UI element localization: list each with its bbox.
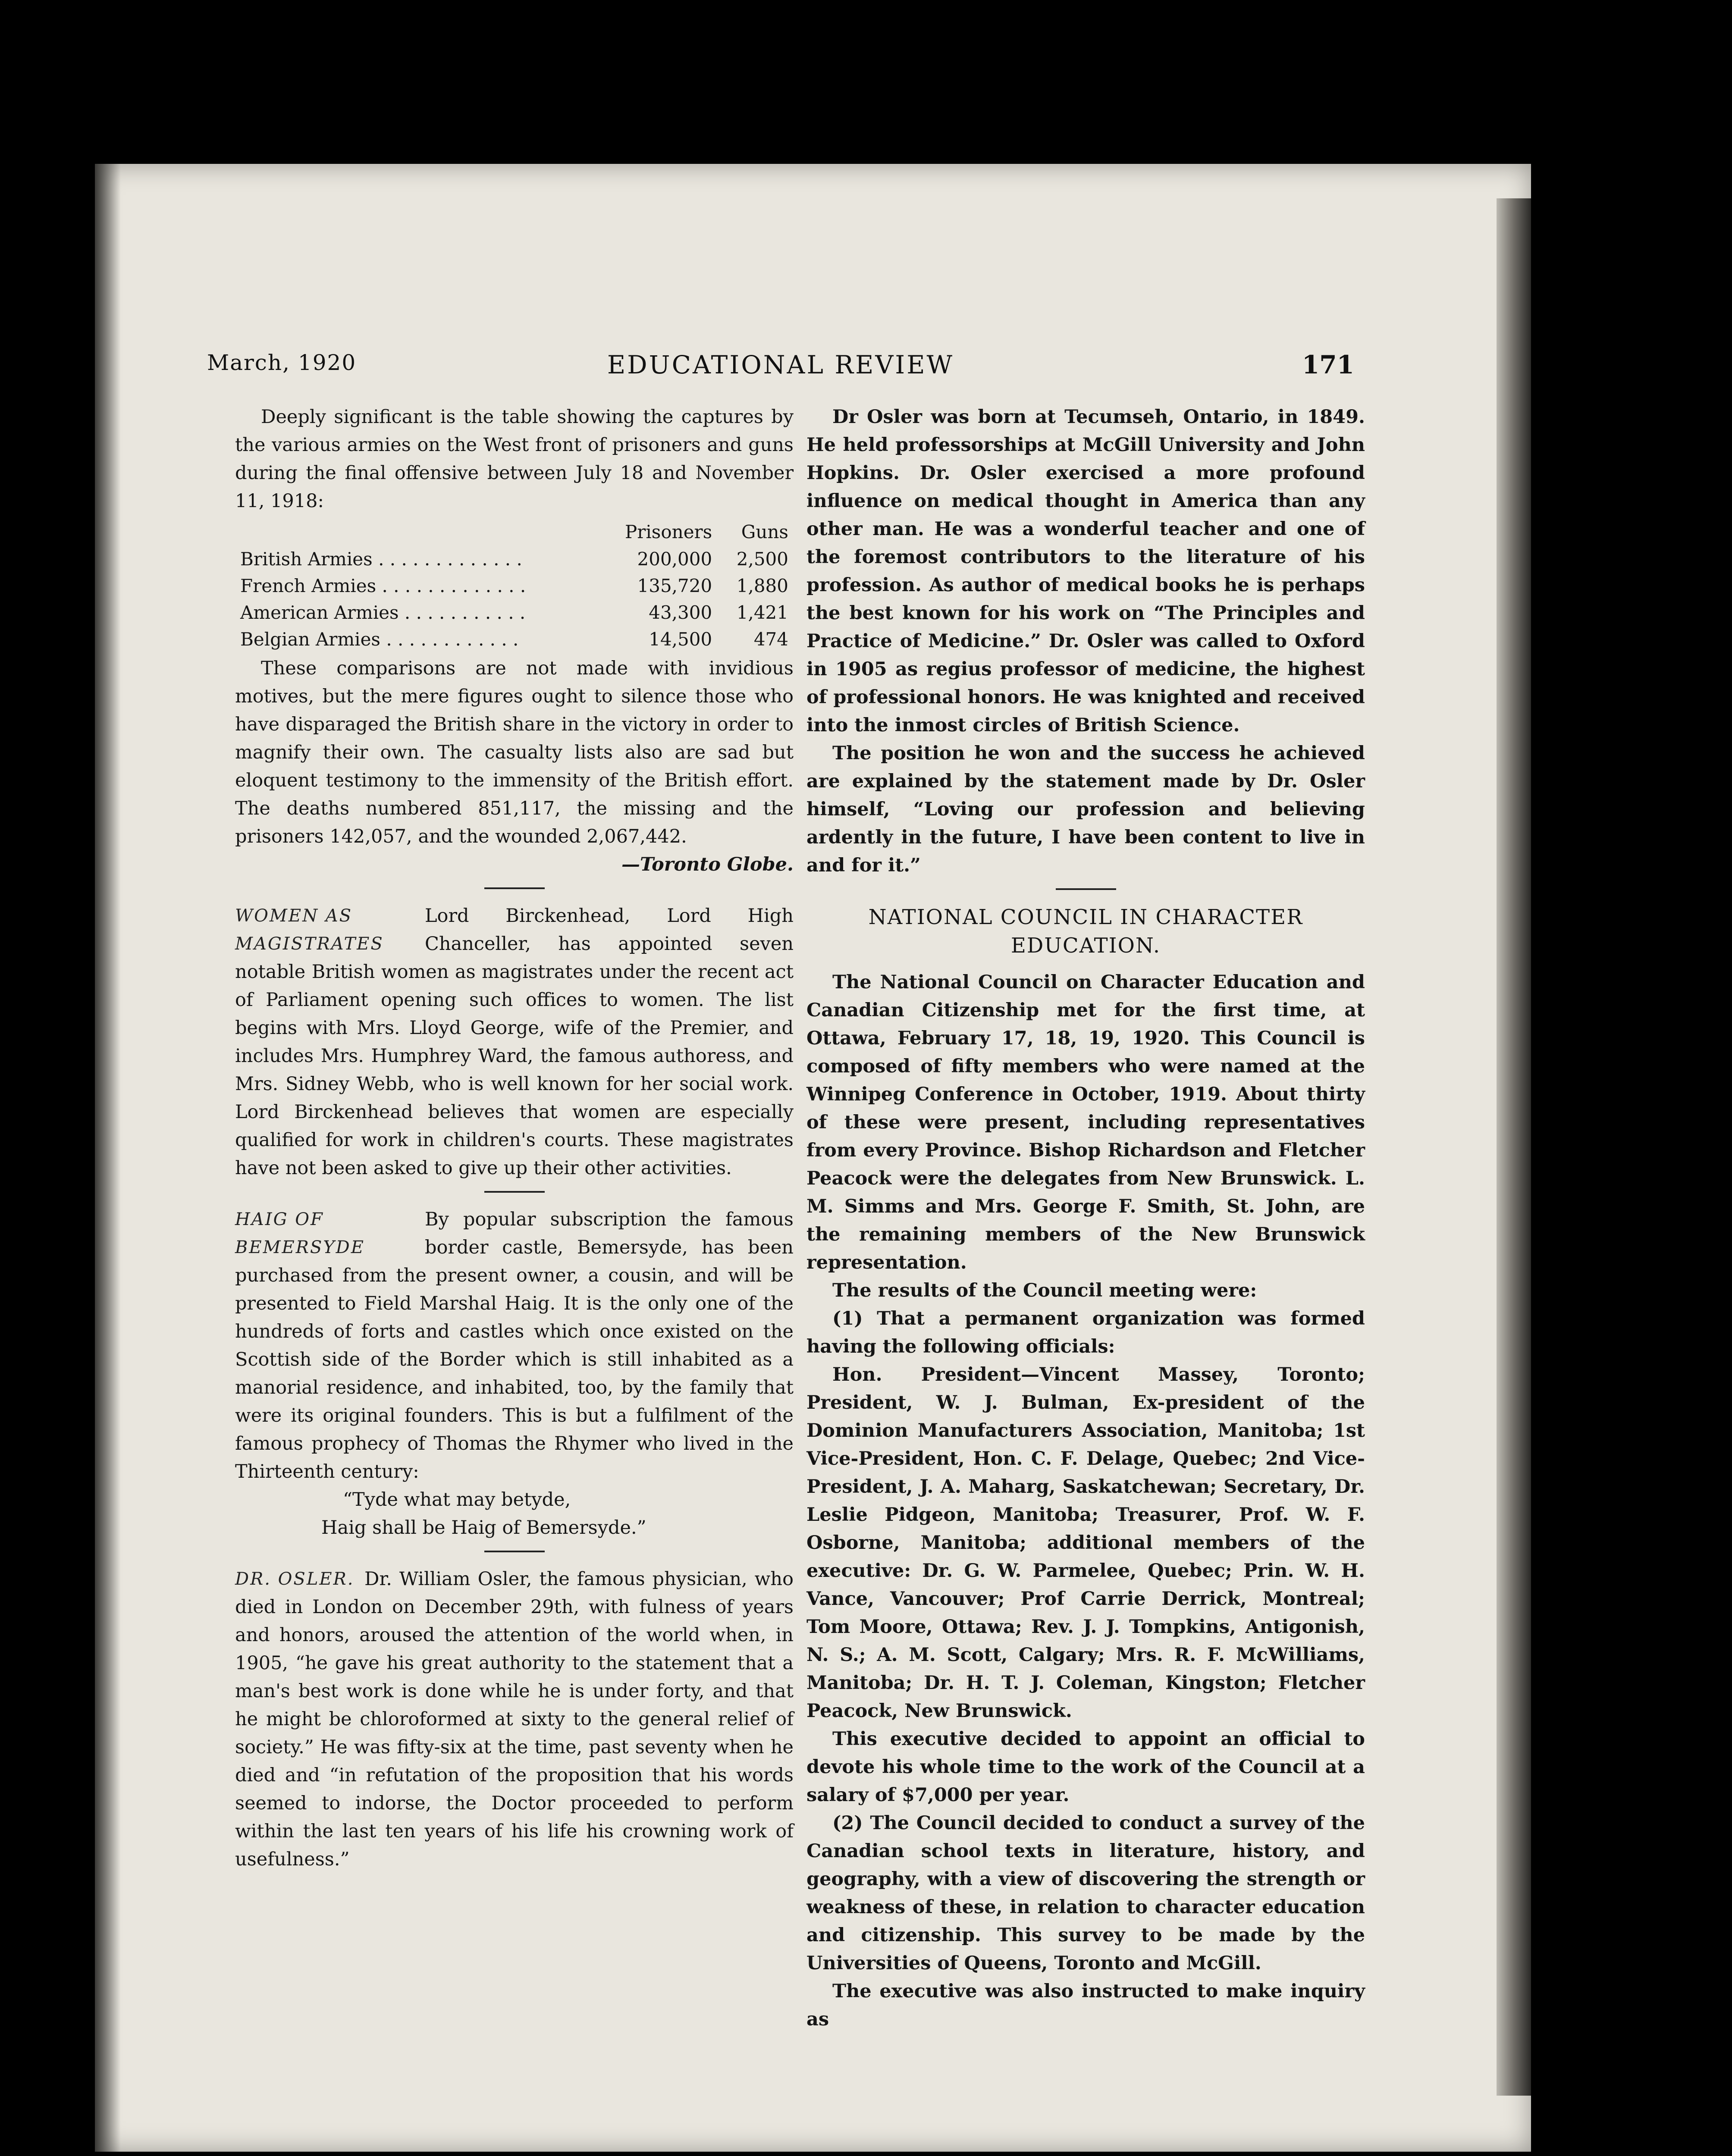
heading-line: NATIONAL COUNCIL IN CHARACTER <box>868 905 1303 929</box>
journal-title: EDUCATIONAL REVIEW <box>607 350 954 379</box>
section-divider <box>484 1551 545 1552</box>
page-number: 171 <box>1302 350 1354 379</box>
osler-quote-paragraph: The position he won and the success he achieved are explained by the statement made by Dr. Osler himself, “Loving our profession and believing ardently in the future, I have been content to live in and for it.” <box>806 743 1365 876</box>
table-row <box>235 546 794 573</box>
table-row <box>235 626 794 653</box>
osler-biography: Dr Osler was born at Tecumseh, Ontario, in 1849. He held professorships at McGill University and John Hopkins. Dr. Osler exercised a more profound influence on medical thought in America than any other man. He was a wonderful teacher and one of the foremost contributors to the literature of his profession. As author of medical books he is perhaps the best known for his work on “The Principles and Practice of Medicine.” Dr. Osler was called to Oxford in 1905 as regius professor of medicine, the highest of professional honors. He was knighted and received into the inmost circles of British Science. <box>806 406 1365 736</box>
haig-section <box>235 1206 794 1542</box>
guns-value: 1,880 <box>736 575 788 596</box>
section-divider <box>484 1191 545 1193</box>
council-item-1: (1) That a permanent organization was formed having the following officials: <box>806 1308 1365 1357</box>
guns-value: 474 <box>753 629 788 650</box>
side-heading-haig <box>235 1206 425 1262</box>
col-header-guns: Guns <box>741 521 788 542</box>
side-heading-osler: DR. OSLER. <box>235 1569 355 1589</box>
poem-line: “Tyde what may betyde, <box>343 1489 571 1510</box>
side-heading-line: HAIG OF <box>235 1210 324 1229</box>
row-label: American Armies . . . . . . . . . . . <box>240 602 526 623</box>
header-date: March, 1920 <box>207 350 357 375</box>
council-intro: The National Council on Character Education and Canadian Citizenship met for the first time, at Ottawa, February 17, 18, 19, 1920. This Council is composed of fifty members who were named at the Winnipeg Conference in October, 1919. About thirty of these were present, including representatives from every Province. Bishop Richardson and Fletcher Peacock were the delegates from New Brunswick. L. M. Simms and Mrs. George F. Smith, St. John, are the remaining members of the New Brunswick representation. <box>806 971 1365 1273</box>
comparisons-paragraph: These comparisons are not made with invidious motives, but the mere figures ought to silence those who have disparaged the British share in the victory in order to magnify their own. The casualty lists also are sad but eloquent testimony to the immensity of the British effort. The deaths numbered 851,117, the missing and the prisoners 142,057, and the wounded 2,067,442. <box>235 658 794 847</box>
toronto-globe-attribution: —Toronto Globe. <box>621 854 794 875</box>
prisoners-value: 43,300 <box>649 602 712 623</box>
table-row <box>235 573 794 599</box>
side-heading-line: BEMERSYDE <box>235 1238 365 1257</box>
running-header <box>207 350 1354 385</box>
council-officials: Hon. President—Vincent Massey, Toronto; President, W. J. Bulman, Ex-president of the Dominion Manufacturers Association, Manitoba; 1st Vice-President, Hon. C. F. Delage, Quebec; 2nd Vice-President, J. A. Maharg, Saskatchewan; Secretary, Dr. Leslie Pidgeon, Manitoba; Treasurer, Prof. W. F. Osborne, Manitoba; additional members of the executive: Dr. G. W. Parmelee, Quebec; Prin. W. H. Vance, Vancouver; Prof Carrie Derrick, Montreal; Tom Moore, Ottawa; Rev. J. J. Tompkins, Antigonish, N. S.; A. M. Scott, Calgary; Mrs. R. F. McWilliams, Manitoba; Dr. H. T. J. Coleman, Kingston; Fletcher Peacock, New Brunswick. <box>806 1364 1365 1722</box>
row-label: French Armies . . . . . . . . . . . . . <box>240 575 526 596</box>
osler-section <box>235 1565 794 1874</box>
poem-line: Haig shall be Haig of Bemersyde.” <box>321 1517 646 1539</box>
section-divider <box>484 887 545 889</box>
col-header-prisoners: Prisoners <box>625 521 712 542</box>
captures-table-header <box>235 518 794 546</box>
side-heading-line: WOMEN AS <box>235 906 353 926</box>
prisoners-value: 135,720 <box>637 575 712 596</box>
row-label: British Armies . . . . . . . . . . . . . <box>240 548 522 570</box>
row-label: Belgian Armies . . . . . . . . . . . . <box>240 629 519 650</box>
haig-text: By popular subscription the famous border castle, Bemersyde, has been purchased from the present owner, a cousin, and will be presented to Field Marshal Haig. It is the only one of the hundreds of forts and castles which once existed on the Scottish side of the Border which is still inhabited as a manorial residence, and inhabited, too, by the family that were its original founders. This is but a fulfilment of the famous prophecy of Thomas the Rhymer who lived in the Thirteenth century: <box>235 1209 794 1482</box>
women-magistrates-text: Lord Birckenhead, Lord High Chanceller, has appointed seven notable British women as magistrates under the recent act of Parliament opening such offices to women. The list begins with Mrs. Lloyd George, wife of the Premier, and includes Mrs. Humphrey Ward, the famous authoress, and Mrs. Sidney Webb, who is well known for her social work. Lord Birckenhead believes that women are especially qualified for work in children's courts. These magistrates have not been asked to give up their other activities. <box>235 905 794 1179</box>
prisoners-value: 200,000 <box>637 548 712 570</box>
right-column <box>806 403 1365 2128</box>
table-row <box>235 599 794 626</box>
heading-line: EDUCATION. <box>1010 934 1161 958</box>
guns-value: 1,421 <box>736 602 788 623</box>
council-executive-salary: This executive decided to appoint an official to devote his whole time to the work of the Council at a salary of $7,000 per year. <box>806 1728 1365 1806</box>
captures-intro: Deeply significant is the table showing the captures by the various armies on the West front of prisoners and guns during the final offensive between July 18 and November 11, 1918: <box>235 406 794 512</box>
osler-intro-text: Dr. William Osler, the famous physician, who died in London on December 29th, with fulness of years and honors, aroused the attention of the world when, in 1905, “he gave his great authority to the statement that a man's best work is done while he is under forty, and that he might be chloroformed at sixty to the general relief of society.” He was fifty-six at the time, past seventy when he died and “in refutation of the proposition that his words seemed to indorse, the Doctor proceeded to perform within the last ten years of his life his crowning work of usefulness.” <box>235 1568 794 1870</box>
book-binding-edge <box>1497 198 1531 2096</box>
guns-value: 2,500 <box>736 548 788 570</box>
side-heading-women <box>235 902 425 958</box>
council-results: The results of the Council meeting were: <box>832 1280 1257 1301</box>
women-magistrates-section <box>235 902 794 1182</box>
left-column <box>235 403 794 2128</box>
council-heading <box>806 903 1365 960</box>
section-divider <box>1056 888 1116 890</box>
prisoners-value: 14,500 <box>649 629 712 650</box>
council-last-line: The executive was also instructed to make inquiry as <box>806 1981 1365 2030</box>
gutter-shadow <box>95 164 121 2152</box>
side-heading-line: MAGISTRATES <box>235 934 384 954</box>
captures-table <box>235 518 794 653</box>
council-item-2: (2) The Council decided to conduct a survey of the Canadian school texts in literature, history, and geography, with a view of discovering the strength or weakness of these, in relation to character education and citizenship. This survey to be made by the Universities of Queens, Toronto and McGill. <box>806 1812 1365 1974</box>
